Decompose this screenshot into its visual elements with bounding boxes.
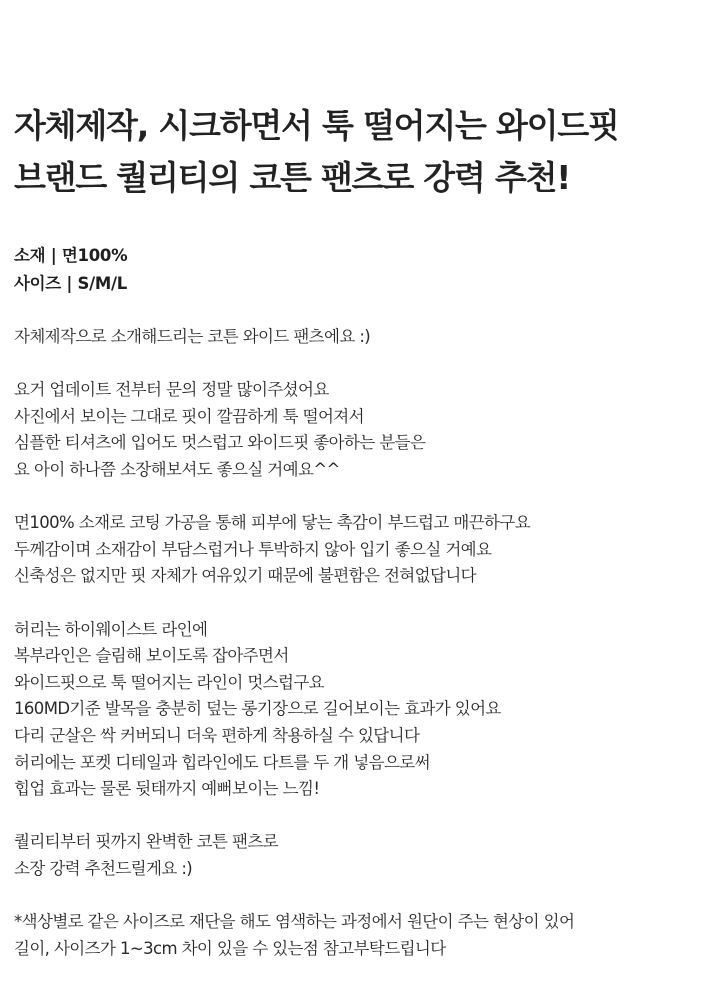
description-line: 심플한 티셔츠에 입어도 멋스럽고 와이드핏 좋아하는 분들은 [14, 433, 426, 453]
description-line: 160MD기준 발목을 충분히 덮는 롱기장으로 길어보이는 효과가 있어요 [14, 699, 501, 719]
description-line: 길이, 사이즈가 1~3cm 차이 있을 수 있는점 참고부탁드립니다 [14, 938, 446, 958]
description-line: 다리 군살은 싹 커버되니 더욱 편하게 착용하실 수 있답니다 [14, 725, 420, 745]
description-line: 복부라인은 슬림해 보이도록 잡아주면서 [14, 646, 289, 666]
description-line: 허리에는 포켓 디테일과 힙라인에도 다트를 두 개 넣음으로써 [14, 752, 430, 772]
headline-line: 자체제작, 시크하면서 툭 떨어지는 와이드핏 [14, 106, 619, 145]
description-paragraph [14, 377, 702, 483]
description-paragraph [14, 617, 702, 803]
description-line: *색상별로 같은 사이즈로 재단을 해도 염색하는 과정에서 원단이 주는 현상이 있어 [14, 912, 575, 932]
spec-list [14, 242, 702, 298]
spec-sizes: 사이즈 | S/M/L [14, 274, 127, 293]
description-line: 요거 업데이트 전부터 문의 정말 많이주셨어요 [14, 380, 329, 400]
description-line: 퀄리티부터 핏까지 완벽한 코튼 팬츠로 [14, 832, 279, 852]
description-paragraph [14, 829, 702, 882]
description-line: 힙업 효과는 물론 뒷태까지 예뻐보이는 느낌! [14, 779, 320, 799]
description-line: 허리는 하이웨이스트 라인에 [14, 619, 208, 639]
description-line: 요 아이 하나쯤 소장해보셔도 좋으실 거예요^^ [14, 459, 340, 479]
description-paragraph [14, 909, 702, 962]
description-line: 자체제작으로 소개해드리는 코튼 와이드 팬츠에요 :) [14, 327, 371, 346]
description-line: 사진에서 보이는 그대로 핏이 깔끔하게 툭 떨어져서 [14, 406, 364, 426]
description-line: 와이드핏으로 툭 떨어지는 라인이 멋스럽구요 [14, 672, 325, 692]
description-body [14, 324, 702, 962]
description-line: 신축성은 없지만 핏 자체가 여유있기 때문에 불편함은 전혀없답니다 [14, 566, 477, 586]
headline-line: 브랜드 퀄리티의 코튼 팬츠로 강력 추천! [14, 158, 571, 197]
description-line: 소장 강력 추천드릴게요 :) [14, 858, 193, 878]
headline [14, 100, 702, 204]
description-line: 면100% 소재로 코팅 가공을 통해 피부에 닿는 촉감이 부드럽고 매끈하구요 [14, 513, 531, 533]
description-paragraph [14, 324, 702, 351]
spec-material: 소재 | 면100% [14, 246, 128, 265]
description-line: 두께감이며 소재감이 부담스럽거나 투박하지 않아 입기 좋으실 거예요 [14, 539, 492, 559]
description-paragraph [14, 510, 702, 590]
